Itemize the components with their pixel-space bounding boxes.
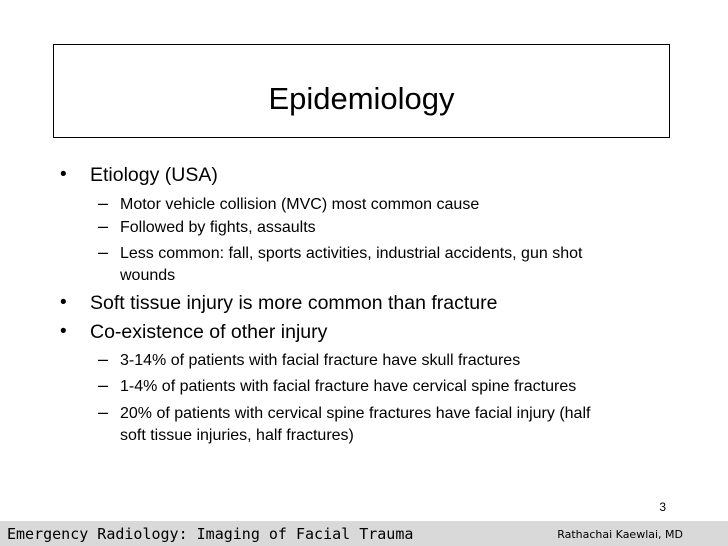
title-box — [53, 44, 670, 138]
sub-bullet-text: 1-4% of patients with facial fracture have cervical spine fractures — [120, 378, 577, 395]
bullet-marker: • — [60, 321, 67, 342]
sub-bullet-item — [98, 375, 577, 396]
footer-author: Rathachai Kaewlai, MD — [557, 528, 683, 541]
page-number: 3 — [659, 500, 666, 514]
bullet-item — [60, 321, 328, 343]
sub-bullet-continuation — [120, 426, 354, 445]
bullet-item — [60, 164, 218, 186]
footer-course-title: Emergency Radiology: Imaging of Facial Trauma — [7, 525, 414, 543]
sub-bullet-text: wounds — [120, 267, 176, 284]
bullet-marker: • — [60, 164, 67, 185]
sub-bullet-item — [98, 402, 591, 423]
sub-bullet-marker: – — [98, 375, 109, 395]
sub-bullet-text: 3-14% of patients with facial fracture have skull fractures — [120, 352, 521, 369]
sub-bullet-marker: – — [98, 242, 109, 262]
sub-bullet-item — [98, 242, 583, 263]
sub-bullet-text: Less common: fall, sports activities, industrial accidents, gun shot — [120, 245, 583, 262]
sub-bullet-item — [98, 349, 521, 370]
slide-title: Epidemiology — [268, 81, 455, 116]
sub-bullet-continuation — [120, 266, 175, 285]
sub-bullet-item — [98, 193, 480, 214]
sub-bullet-text: 20% of patients with cervical spine fractures have facial injury (half — [120, 405, 591, 422]
sub-bullet-text: Motor vehicle collision (MVC) most common cause — [120, 196, 480, 213]
sub-bullet-marker: – — [98, 216, 109, 236]
bullet-item — [60, 292, 498, 314]
sub-bullet-marker: – — [98, 349, 109, 369]
sub-bullet-item — [98, 216, 316, 237]
bullet-marker: • — [60, 292, 67, 313]
sub-bullet-text: soft tissue injuries, half fractures) — [120, 427, 354, 444]
bullet-text: Etiology (USA) — [90, 164, 218, 186]
footer-bar — [0, 521, 728, 546]
bullet-text: Soft tissue injury is more common than fracture — [90, 292, 498, 314]
sub-bullet-text: Followed by fights, assaults — [120, 219, 316, 236]
sub-bullet-marker: – — [98, 402, 109, 422]
bullet-text: Co-existence of other injury — [90, 321, 328, 343]
sub-bullet-marker: – — [98, 193, 109, 213]
